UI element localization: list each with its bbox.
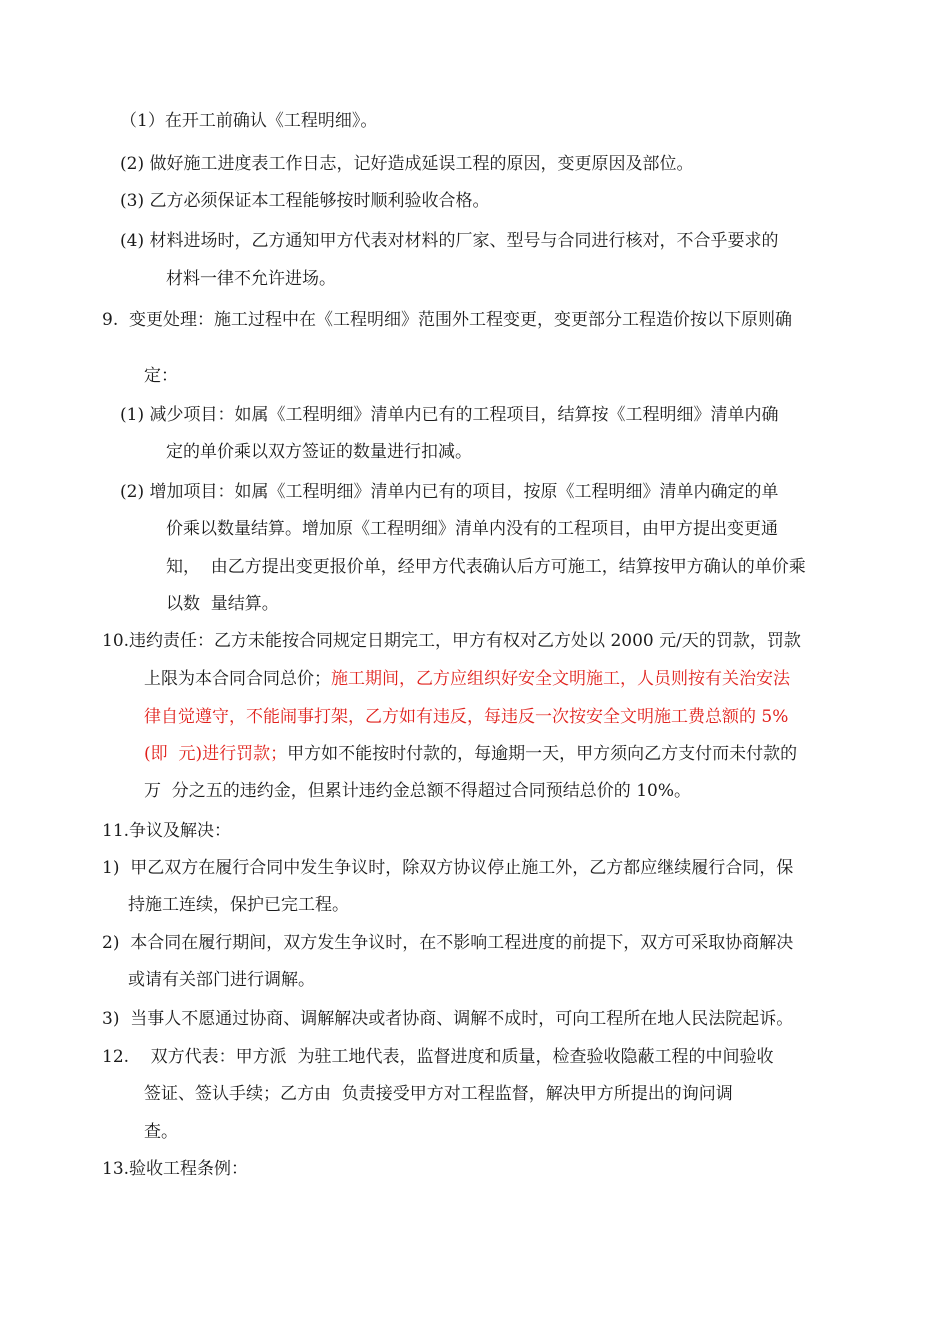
item-4-cont: 材料一律不允许进场。: [166, 269, 336, 289]
section-10-text: 上限为本合同合同总价；: [144, 669, 331, 689]
safety-clause-cont: 律自觉遵守，不能闹事打架，乙方如有违反，每违反一次按安全文明施工费总额的 5%: [144, 707, 789, 727]
item-11-3: 3) 当事人不愿通过协商、调解解决或者协商、调解不成时，可向工程所在地人民法院起诉。: [102, 1009, 794, 1029]
safety-clause: 施工期间，乙方应组织好安全文明施工，人员则按有关治安法: [331, 669, 790, 689]
item-3: (3) 乙方必须保证本工程能够按时顺利验收合格。: [120, 191, 490, 211]
payment-clause-cont: 万 分之五的违约金，但累计违约金总额不得超过合同预结总价的 10%。: [144, 781, 691, 801]
section-12-cont-2: 查。: [144, 1122, 178, 1142]
item-9-1-cont: 定的单价乘以双方签证的数量进行扣减。: [166, 442, 472, 462]
item-2: (2) 做好施工进度表工作日志，记好造成延误工程的原因，变更原因及部位。: [120, 154, 694, 174]
item-9-2-cont-3: 以数 量结算。: [166, 594, 279, 614]
item-4: (4) 材料进场时，乙方通知甲方代表对材料的厂家、型号与合同进行核对，不合乎要求的: [120, 231, 779, 251]
item-1: （1）在开工前确认《工程明细》。: [120, 111, 378, 131]
safety-clause-end: (即 元)进行罚款；: [144, 744, 288, 764]
item-11-1-cont: 持施工连续，保护已完工程。: [128, 895, 349, 915]
item-11-2: 2) 本合同在履行期间，双方发生争议时，在不影响工程进度的前提下，双方可采取协商解决: [102, 933, 794, 953]
item-11-2-cont: 或请有关部门进行调解。: [128, 970, 315, 990]
section-11: 11.争议及解决：: [102, 821, 232, 841]
item-9-2-cont-1: 价乘以数量结算。增加原《工程明细》清单内没有的工程项目，由甲方提出变更通: [166, 519, 778, 539]
section-10-line-2: [144, 668, 790, 690]
item-11-1: 1) 甲乙双方在履行合同中发生争议时，除双方协议停止施工外，乙方都应继续履行合同，保: [102, 858, 794, 878]
payment-clause: 甲方如不能按时付款的，每逾期一天，甲方须向乙方支付而未付款的: [287, 744, 798, 764]
section-10: 10.违约责任：乙方未能按合同规定日期完工，甲方有权对乙方处以 2000 元/天的罚款，罚款: [102, 631, 801, 651]
section-13: 13.验收工程条例：: [102, 1159, 249, 1179]
section-9: 9. 变更处理：施工过程中在《工程明细》范围外工程变更，变更部分工程造价按以下原则确: [102, 310, 793, 330]
item-9-1: (1) 减少项目：如属《工程明细》清单内已有的工程项目，结算按《工程明细》清单内确: [120, 405, 779, 425]
section-9-cont: 定：: [144, 366, 178, 386]
section-12: 12. 双方代表：甲方派 为驻工地代表，监督进度和质量，检查验收隐蔽工程的中间验收: [102, 1047, 774, 1067]
section-12-cont-1: 签证、签认手续；乙方由 负责接受甲方对工程监督，解决甲方所提出的询问调: [144, 1084, 733, 1104]
section-10-line-4: [144, 743, 797, 765]
item-9-2-cont-2: 知， 由乙方提出变更报价单，经甲方代表确认后方可施工，结算按甲方确认的单价乘: [166, 557, 806, 577]
item-9-2: (2) 增加项目：如属《工程明细》清单内已有的项目，按原《工程明细》清单内确定的单: [120, 482, 779, 502]
